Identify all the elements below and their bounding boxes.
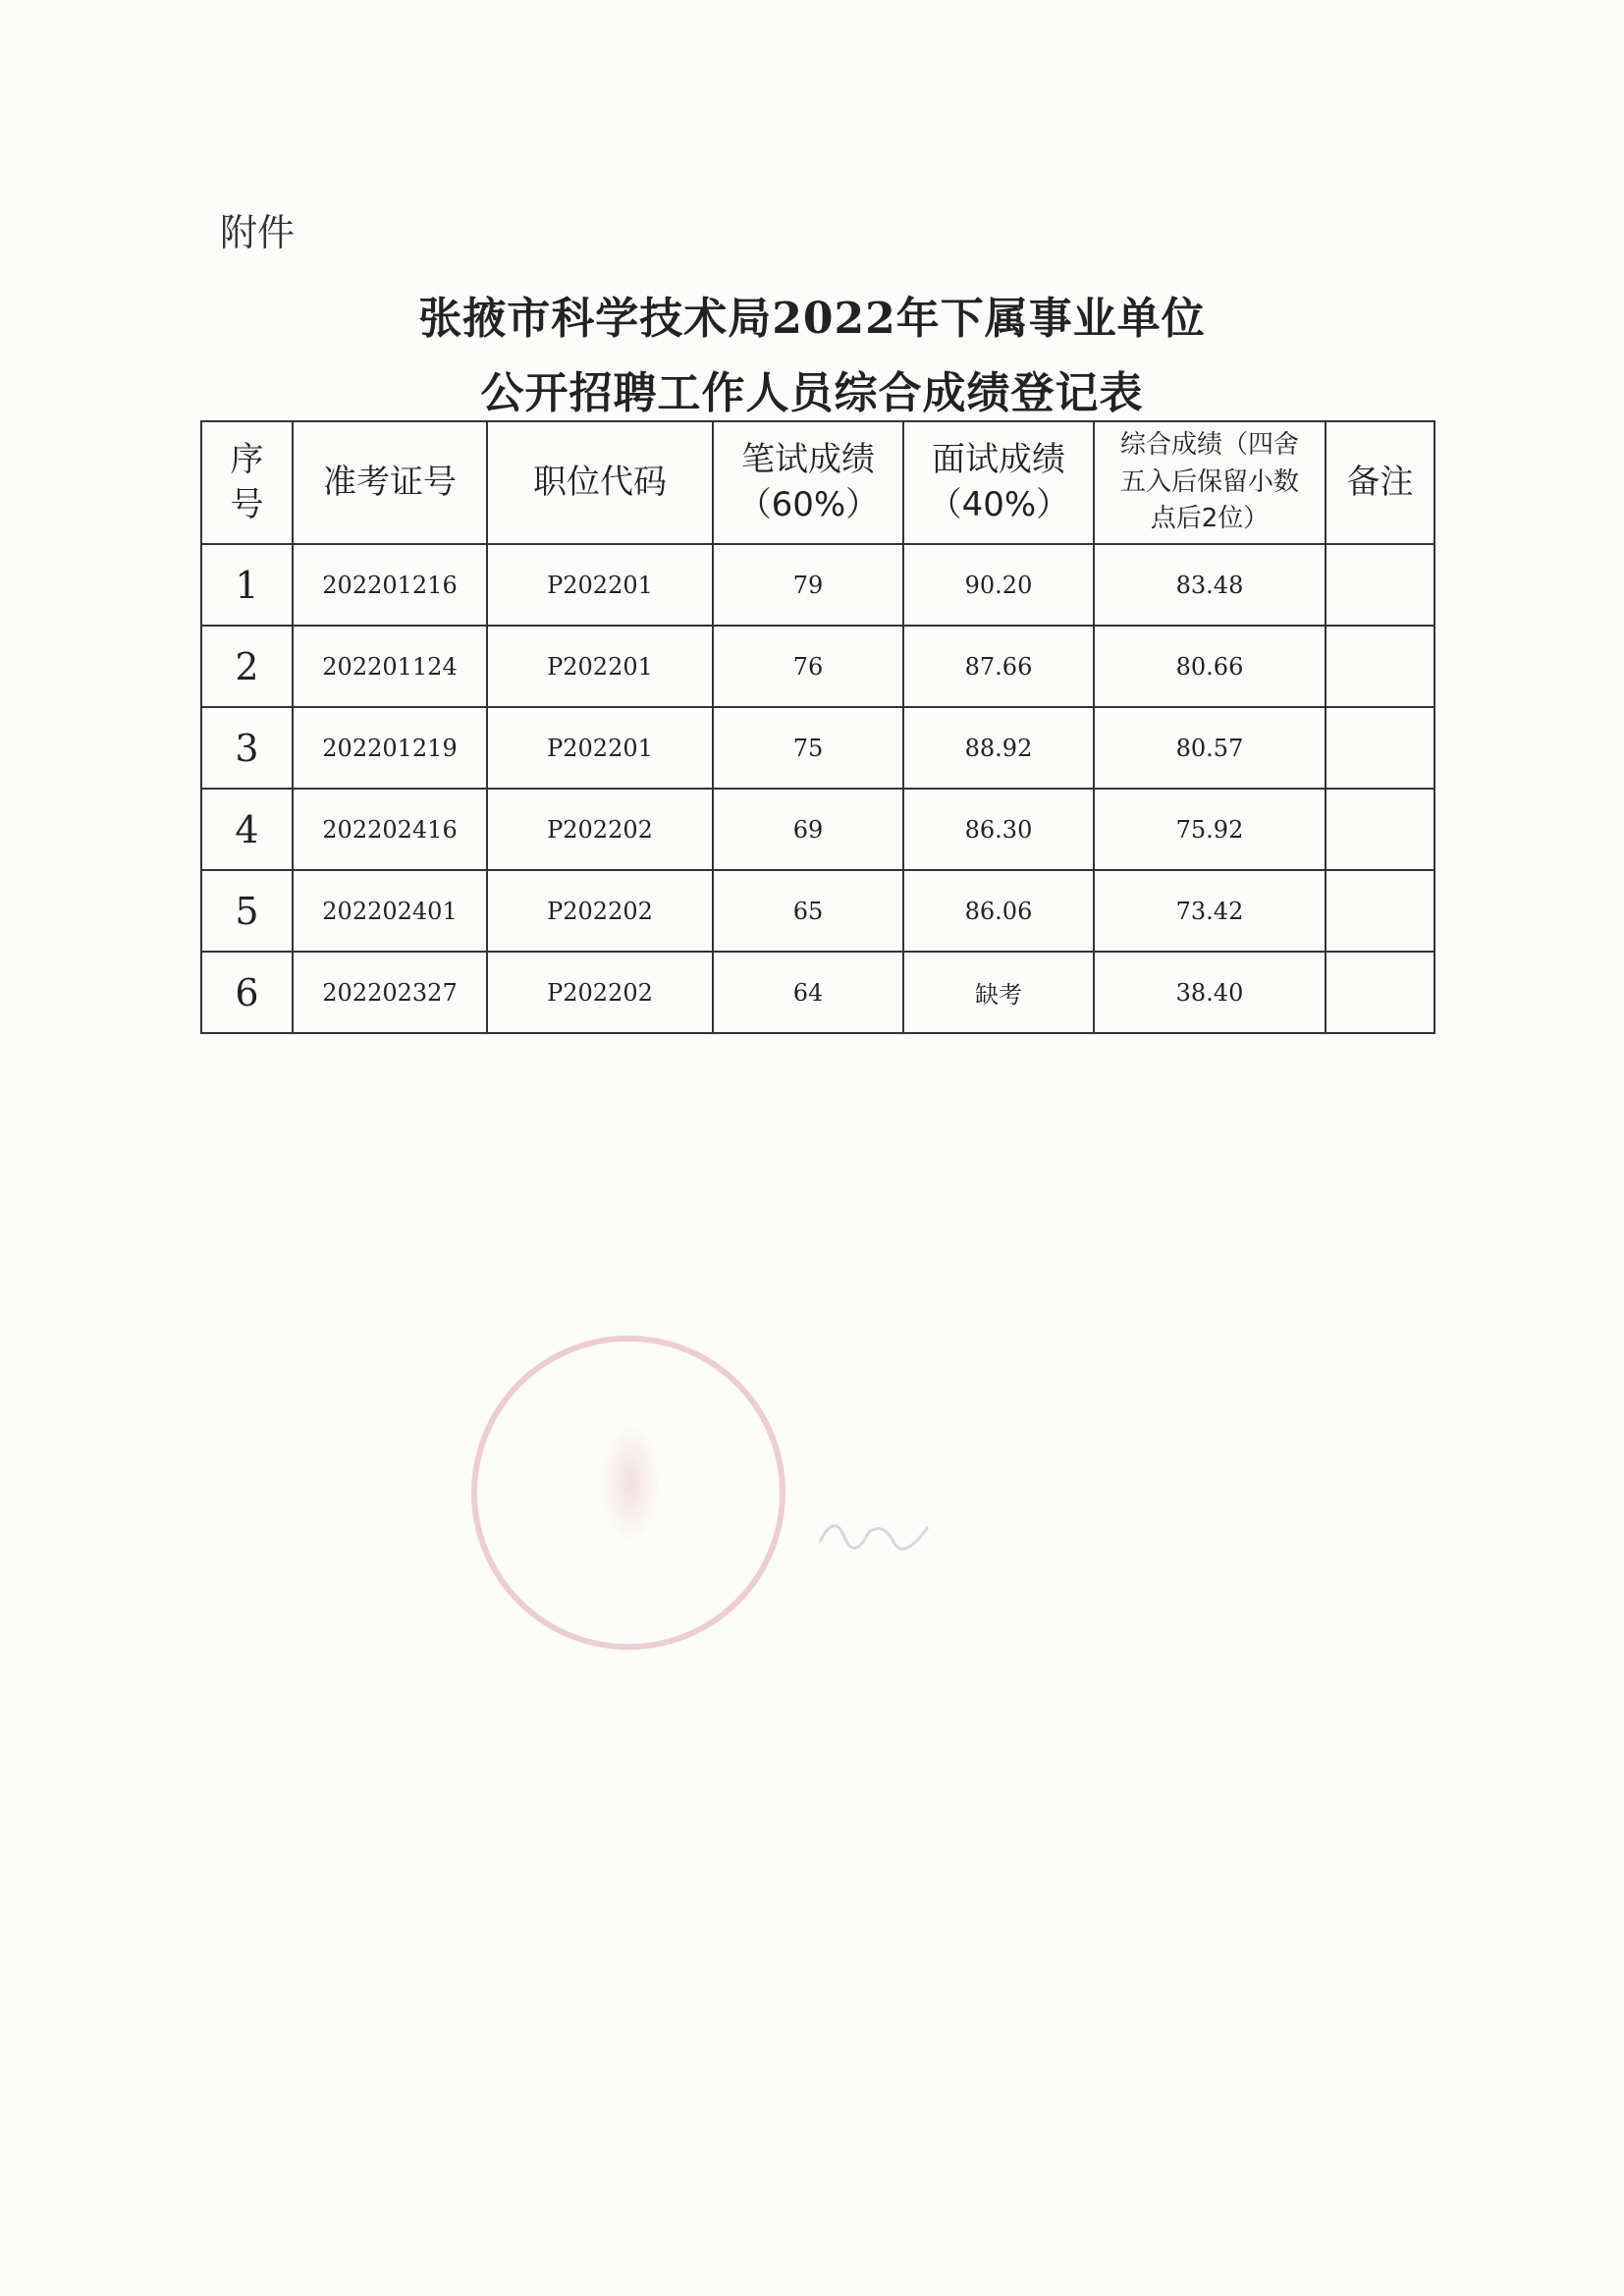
cell-remarks: [1326, 789, 1435, 870]
cell-written: 64: [713, 952, 903, 1033]
cell-seq: 4: [201, 789, 293, 870]
cell-written: 69: [713, 789, 903, 870]
cell-total: 73.42: [1094, 870, 1326, 952]
cell-total: 80.66: [1094, 626, 1326, 707]
cell-exam-no: 202201124: [293, 626, 487, 707]
table-row: [201, 870, 1435, 952]
table-row: [201, 707, 1435, 789]
cell-seq: 3: [201, 707, 293, 789]
table-row: [201, 626, 1435, 707]
cell-exam-no: 202202327: [293, 952, 487, 1033]
cell-total: 83.48: [1094, 544, 1326, 626]
cell-seq: 6: [201, 952, 293, 1033]
cell-interview: 86.30: [903, 789, 1094, 870]
cell-written: 75: [713, 707, 903, 789]
cell-seq: 5: [201, 870, 293, 952]
cell-written: 76: [713, 626, 903, 707]
header-total: 综合成绩（四舍五入后保留小数点后2位）: [1094, 421, 1326, 544]
cell-interview: 88.92: [903, 707, 1094, 789]
cell-remarks: [1326, 870, 1435, 952]
table-row: [201, 544, 1435, 626]
cell-interview: 缺考: [903, 952, 1094, 1033]
attachment-label: 附件: [220, 211, 296, 254]
cell-seq: 1: [201, 544, 293, 626]
cell-position-code: P202201: [487, 707, 713, 789]
handwritten-signature: [815, 1503, 933, 1561]
header-position-code: 职位代码: [487, 421, 713, 544]
header-remarks: 备注: [1326, 421, 1435, 544]
cell-remarks: [1326, 707, 1435, 789]
cell-interview: 86.06: [903, 870, 1094, 952]
cell-total: 80.57: [1094, 707, 1326, 789]
cell-position-code: P202202: [487, 870, 713, 952]
cell-position-code: P202201: [487, 626, 713, 707]
cell-remarks: [1326, 626, 1435, 707]
cell-exam-no: 202202401: [293, 870, 487, 952]
header-written: 笔试成绩（60%）: [713, 421, 903, 544]
header-seq: 序号: [201, 421, 293, 544]
header-exam-no: 准考证号: [293, 421, 487, 544]
cell-position-code: P202201: [487, 544, 713, 626]
cell-total: 75.92: [1094, 789, 1326, 870]
cell-seq: 2: [201, 626, 293, 707]
cell-position-code: P202202: [487, 789, 713, 870]
cell-exam-no: 202201219: [293, 707, 487, 789]
cell-remarks: [1326, 544, 1435, 626]
cell-interview: 90.20: [903, 544, 1094, 626]
header-interview: 面试成绩（40%）: [903, 421, 1094, 544]
seal-emblem: [601, 1424, 660, 1542]
score-table: [200, 420, 1435, 1034]
table-row: [201, 789, 1435, 870]
cell-position-code: P202202: [487, 952, 713, 1033]
cell-remarks: [1326, 952, 1435, 1033]
cell-written: 79: [713, 544, 903, 626]
cell-interview: 87.66: [903, 626, 1094, 707]
cell-total: 38.40: [1094, 952, 1326, 1033]
page-title-line2: 公开招聘工作人员综合成绩登记表: [480, 368, 1144, 418]
page-title-line1: 张掖市科学技术局2022年下属事业单位: [418, 294, 1206, 344]
cell-written: 65: [713, 870, 903, 952]
table-header-row: [201, 421, 1435, 544]
cell-exam-no: 202201216: [293, 544, 487, 626]
cell-exam-no: 202202416: [293, 789, 487, 870]
table-row: [201, 952, 1435, 1033]
